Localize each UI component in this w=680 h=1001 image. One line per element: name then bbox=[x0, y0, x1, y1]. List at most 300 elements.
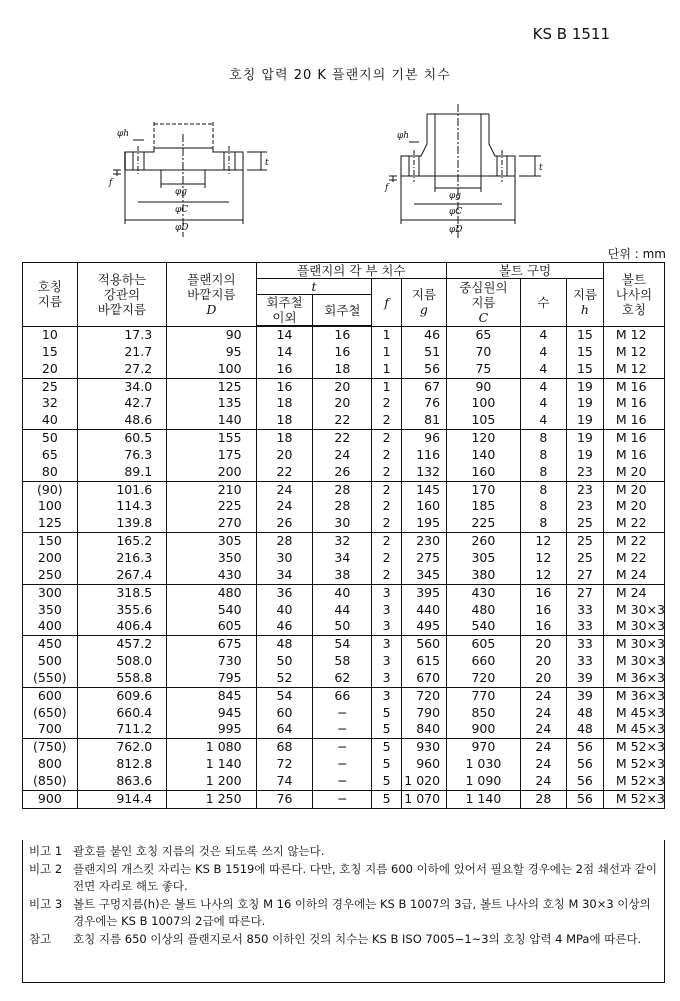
cell-g: 720 bbox=[401, 687, 446, 704]
cell-t-cast: 16 bbox=[313, 326, 372, 344]
cell-hole-dia: 25 bbox=[567, 533, 604, 550]
cell-pcd: 65 bbox=[447, 326, 521, 344]
cell-bolt-count: 24 bbox=[520, 721, 566, 738]
cell-hole-dia: 19 bbox=[567, 412, 604, 429]
cell-bolt-thread: M 30×3 bbox=[603, 636, 664, 653]
cell-f: 5 bbox=[372, 790, 401, 808]
cell-bolt-thread: M 12 bbox=[603, 344, 664, 361]
cell-bolt-thread: M 24 bbox=[603, 584, 664, 601]
table-row bbox=[23, 361, 665, 378]
cell-t-other: 46 bbox=[256, 618, 313, 635]
cell-bolt-count: 8 bbox=[520, 430, 566, 447]
table-row bbox=[23, 705, 665, 722]
cell-g: 670 bbox=[401, 670, 446, 687]
cell-f: 5 bbox=[372, 705, 401, 722]
cell-t-cast: 18 bbox=[313, 361, 372, 378]
cell-bolt-count: 24 bbox=[520, 756, 566, 773]
cell-bolt-thread: M 20 bbox=[603, 498, 664, 515]
cell-bolt-count: 28 bbox=[520, 790, 566, 808]
cell-bolt-count: 8 bbox=[520, 464, 566, 481]
cell-bolt-count: 4 bbox=[520, 344, 566, 361]
cell-g: 840 bbox=[401, 721, 446, 738]
cell-bolt-thread: M 16 bbox=[603, 447, 664, 464]
cell-pipe-od: 165.2 bbox=[77, 533, 166, 550]
cell-bolt-thread: M 24 bbox=[603, 567, 664, 584]
cell-t-other: 22 bbox=[256, 464, 313, 481]
cell-t-cast: 22 bbox=[313, 430, 372, 447]
cell-bolt-thread: M 36×3 bbox=[603, 687, 664, 704]
label-h: φh bbox=[117, 129, 130, 139]
cell-hole-dia: 33 bbox=[567, 636, 604, 653]
cell-nominal-size: 25 bbox=[23, 378, 78, 395]
cell-bolt-count: 8 bbox=[520, 515, 566, 532]
cell-bolt-thread: M 52×3 bbox=[603, 756, 664, 773]
cell-flange-od: 175 bbox=[167, 447, 256, 464]
cell-t-other: 34 bbox=[256, 567, 313, 584]
cell-f: 3 bbox=[372, 584, 401, 601]
cell-t-other: 16 bbox=[256, 378, 313, 395]
cell-f: 1 bbox=[372, 378, 401, 395]
cell-t-other: 28 bbox=[256, 533, 313, 550]
cell-t-other: 24 bbox=[256, 498, 313, 515]
table-row bbox=[23, 653, 665, 670]
cell-nominal-size: (750) bbox=[23, 739, 78, 756]
cell-bolt-thread: M 22 bbox=[603, 515, 664, 532]
cell-bolt-thread: M 30×3 bbox=[603, 653, 664, 670]
cell-hole-dia: 23 bbox=[567, 481, 604, 498]
cell-t-cast: 24 bbox=[313, 447, 372, 464]
cell-flange-od: 90 bbox=[167, 326, 256, 344]
cell-flange-od: 995 bbox=[167, 721, 256, 738]
cell-pipe-od: 914.4 bbox=[77, 790, 166, 808]
cell-pipe-od: 139.8 bbox=[77, 515, 166, 532]
cell-bolt-thread: M 45×3 bbox=[603, 705, 664, 722]
cell-nominal-size: 350 bbox=[23, 602, 78, 619]
cell-nominal-size: (850) bbox=[23, 773, 78, 790]
cell-t-cast: 66 bbox=[313, 687, 372, 704]
label-f: f bbox=[109, 178, 113, 188]
note-1: 비고 1 괄호를 붙인 호칭 지름의 것은 되도록 쓰지 않는다. bbox=[29, 844, 325, 858]
cell-nominal-size: 150 bbox=[23, 533, 78, 550]
cell-bolt-thread: M 16 bbox=[603, 430, 664, 447]
cell-flange-od: 795 bbox=[167, 670, 256, 687]
header-hole-dia: 지름 h bbox=[567, 279, 604, 327]
cell-t-cast: − bbox=[313, 739, 372, 756]
cell-g: 1 070 bbox=[401, 790, 446, 808]
cell-g: 81 bbox=[401, 412, 446, 429]
table-row bbox=[23, 515, 665, 532]
cell-nominal-size: 125 bbox=[23, 515, 78, 532]
table-row bbox=[23, 326, 665, 344]
cell-pcd: 305 bbox=[447, 550, 521, 567]
cell-hole-dia: 48 bbox=[567, 721, 604, 738]
cell-bolt-thread: M 20 bbox=[603, 481, 664, 498]
cell-f: 3 bbox=[372, 618, 401, 635]
cell-pipe-od: 76.3 bbox=[77, 447, 166, 464]
cell-t-other: 40 bbox=[256, 602, 313, 619]
cell-g: 230 bbox=[401, 533, 446, 550]
cell-t-other: 72 bbox=[256, 756, 313, 773]
notes-section bbox=[22, 840, 665, 983]
cell-hole-dia: 48 bbox=[567, 705, 604, 722]
cell-f: 5 bbox=[372, 739, 401, 756]
cell-f: 3 bbox=[372, 670, 401, 687]
cell-t-other: 18 bbox=[256, 395, 313, 412]
cell-pipe-od: 762.0 bbox=[77, 739, 166, 756]
cell-bolt-count: 8 bbox=[520, 498, 566, 515]
table-row bbox=[23, 636, 665, 653]
cell-pcd: 225 bbox=[447, 515, 521, 532]
label-t: t bbox=[265, 158, 269, 168]
cell-g: 96 bbox=[401, 430, 446, 447]
cell-g: 195 bbox=[401, 515, 446, 532]
cell-bolt-count: 20 bbox=[520, 636, 566, 653]
cell-t-cast: − bbox=[313, 773, 372, 790]
cell-nominal-size: 250 bbox=[23, 567, 78, 584]
cell-pipe-od: 42.7 bbox=[77, 395, 166, 412]
cell-bolt-count: 16 bbox=[520, 584, 566, 601]
cell-t-cast: 58 bbox=[313, 653, 372, 670]
cell-g: 160 bbox=[401, 498, 446, 515]
cell-g: 76 bbox=[401, 395, 446, 412]
table-row bbox=[23, 395, 665, 412]
cell-pipe-od: 34.0 bbox=[77, 378, 166, 395]
cell-g: 560 bbox=[401, 636, 446, 653]
note-3: 비고 3 볼트 구멍지름(h)은 볼트 나사의 호칭 M 16 이하의 경우에는 KS B 1007의 3급, 볼트 나사의 호칭 M 30×3 이상의 경우에는 KS B 1007의 2급에 따른다. bbox=[29, 897, 651, 928]
cell-f: 2 bbox=[372, 430, 401, 447]
cell-hole-dia: 15 bbox=[567, 344, 604, 361]
cell-t-other: 76 bbox=[256, 790, 313, 808]
cell-bolt-count: 20 bbox=[520, 653, 566, 670]
cell-g: 345 bbox=[401, 567, 446, 584]
cell-bolt-count: 24 bbox=[520, 739, 566, 756]
cell-g: 930 bbox=[401, 739, 446, 756]
cell-bolt-count: 4 bbox=[520, 395, 566, 412]
cell-flange-od: 350 bbox=[167, 550, 256, 567]
cell-f: 5 bbox=[372, 721, 401, 738]
label-g: φg bbox=[175, 187, 188, 197]
table-row bbox=[23, 533, 665, 550]
cell-nominal-size: 10 bbox=[23, 326, 78, 344]
cell-f: 2 bbox=[372, 412, 401, 429]
cell-bolt-thread: M 20 bbox=[603, 464, 664, 481]
cell-pcd: 260 bbox=[447, 533, 521, 550]
cell-t-other: 14 bbox=[256, 344, 313, 361]
cell-f: 3 bbox=[372, 636, 401, 653]
cell-pcd: 660 bbox=[447, 653, 521, 670]
cell-t-cast: 16 bbox=[313, 344, 372, 361]
flange-diagram-slip-on bbox=[95, 112, 280, 246]
cell-bolt-count: 8 bbox=[520, 481, 566, 498]
cell-pipe-od: 558.8 bbox=[77, 670, 166, 687]
cell-flange-od: 125 bbox=[167, 378, 256, 395]
cell-g: 495 bbox=[401, 618, 446, 635]
cell-f: 2 bbox=[372, 481, 401, 498]
cell-f: 2 bbox=[372, 567, 401, 584]
cell-g: 440 bbox=[401, 602, 446, 619]
header-t: t bbox=[256, 279, 372, 295]
cell-t-cast: 32 bbox=[313, 533, 372, 550]
header-nominal-size: 호칭 지름 bbox=[23, 263, 78, 327]
cell-t-other: 18 bbox=[256, 430, 313, 447]
cell-pcd: 900 bbox=[447, 721, 521, 738]
cell-nominal-size: 32 bbox=[23, 395, 78, 412]
cell-nominal-size: 65 bbox=[23, 447, 78, 464]
cell-t-cast: − bbox=[313, 790, 372, 808]
cell-flange-od: 675 bbox=[167, 636, 256, 653]
cell-f: 2 bbox=[372, 498, 401, 515]
cell-g: 67 bbox=[401, 378, 446, 395]
table-row bbox=[23, 790, 665, 808]
header-t-other: 회주철 이외 bbox=[256, 295, 313, 327]
page-title: 호칭 압력 20 K 플랜지의 기본 치수 bbox=[229, 68, 451, 83]
cell-bolt-count: 4 bbox=[520, 378, 566, 395]
cell-hole-dia: 33 bbox=[567, 602, 604, 619]
cell-pipe-od: 406.4 bbox=[77, 618, 166, 635]
cell-flange-od: 1 200 bbox=[167, 773, 256, 790]
cell-hole-dia: 19 bbox=[567, 395, 604, 412]
table-row bbox=[23, 687, 665, 704]
cell-flange-od: 1 140 bbox=[167, 756, 256, 773]
cell-nominal-size: 700 bbox=[23, 721, 78, 738]
cell-g: 395 bbox=[401, 584, 446, 601]
cell-bolt-thread: M 22 bbox=[603, 533, 664, 550]
cell-f: 2 bbox=[372, 533, 401, 550]
table-row bbox=[23, 481, 665, 498]
cell-t-cast: 44 bbox=[313, 602, 372, 619]
cell-pipe-od: 457.2 bbox=[77, 636, 166, 653]
cell-hole-dia: 25 bbox=[567, 515, 604, 532]
cell-pcd: 90 bbox=[447, 378, 521, 395]
cell-pcd: 1 090 bbox=[447, 773, 521, 790]
cell-pcd: 140 bbox=[447, 447, 521, 464]
cell-flange-od: 605 bbox=[167, 618, 256, 635]
cell-pcd: 185 bbox=[447, 498, 521, 515]
cell-t-other: 68 bbox=[256, 739, 313, 756]
cell-nominal-size: 80 bbox=[23, 464, 78, 481]
cell-f: 3 bbox=[372, 687, 401, 704]
cell-nominal-size: 40 bbox=[23, 412, 78, 429]
cell-g: 1 020 bbox=[401, 773, 446, 790]
cell-flange-od: 945 bbox=[167, 705, 256, 722]
cell-flange-od: 210 bbox=[167, 481, 256, 498]
cell-g: 56 bbox=[401, 361, 446, 378]
cell-nominal-size: 500 bbox=[23, 653, 78, 670]
cell-hole-dia: 39 bbox=[567, 670, 604, 687]
cell-pcd: 850 bbox=[447, 705, 521, 722]
cell-f: 3 bbox=[372, 653, 401, 670]
cell-t-other: 52 bbox=[256, 670, 313, 687]
cell-bolt-thread: M 22 bbox=[603, 550, 664, 567]
table-row bbox=[23, 670, 665, 687]
table-row bbox=[23, 498, 665, 515]
cell-t-cast: 38 bbox=[313, 567, 372, 584]
cell-bolt-thread: M 52×3 bbox=[603, 790, 664, 808]
cell-pipe-od: 609.6 bbox=[77, 687, 166, 704]
cell-nominal-size: 20 bbox=[23, 361, 78, 378]
cell-pipe-od: 355.6 bbox=[77, 602, 166, 619]
cell-pcd: 770 bbox=[447, 687, 521, 704]
cell-bolt-thread: M 52×3 bbox=[603, 739, 664, 756]
cell-nominal-size: 15 bbox=[23, 344, 78, 361]
cell-hole-dia: 33 bbox=[567, 618, 604, 635]
cell-pcd: 720 bbox=[447, 670, 521, 687]
table-row bbox=[23, 773, 665, 790]
cell-hole-dia: 39 bbox=[567, 687, 604, 704]
cell-f: 2 bbox=[372, 395, 401, 412]
cell-bolt-thread: M 16 bbox=[603, 378, 664, 395]
cell-g: 615 bbox=[401, 653, 446, 670]
cell-hole-dia: 23 bbox=[567, 498, 604, 515]
cell-t-cast: 40 bbox=[313, 584, 372, 601]
cell-bolt-thread: M 45×3 bbox=[603, 721, 664, 738]
unit-note: 단위 : mm bbox=[607, 247, 666, 261]
cell-f: 5 bbox=[372, 756, 401, 773]
cell-hole-dia: 19 bbox=[567, 430, 604, 447]
table-row bbox=[23, 412, 665, 429]
cell-flange-od: 305 bbox=[167, 533, 256, 550]
cell-nominal-size: (90) bbox=[23, 481, 78, 498]
cell-nominal-size: 100 bbox=[23, 498, 78, 515]
label-h-2: φh bbox=[397, 131, 410, 141]
cell-t-cast: 28 bbox=[313, 498, 372, 515]
cell-nominal-size: 900 bbox=[23, 790, 78, 808]
cell-pcd: 75 bbox=[447, 361, 521, 378]
table-row bbox=[23, 447, 665, 464]
cell-pcd: 1 030 bbox=[447, 756, 521, 773]
cell-t-other: 14 bbox=[256, 326, 313, 344]
cell-hole-dia: 56 bbox=[567, 739, 604, 756]
note-2: 비고 2 플랜지의 개스킷 자리는 KS B 1519에 따른다. 다만, 호칭 지름 600 이하에 있어서 필요할 경우에는 2점 쇄선과 같이 전면 자리로 해도 좋다. bbox=[29, 862, 657, 893]
table-row bbox=[23, 584, 665, 601]
cell-hole-dia: 15 bbox=[567, 326, 604, 344]
cell-flange-od: 270 bbox=[167, 515, 256, 532]
cell-flange-od: 730 bbox=[167, 653, 256, 670]
cell-t-other: 48 bbox=[256, 636, 313, 653]
header-f: f bbox=[372, 279, 401, 327]
cell-pcd: 70 bbox=[447, 344, 521, 361]
cell-f: 1 bbox=[372, 344, 401, 361]
table-row bbox=[23, 344, 665, 361]
cell-t-other: 74 bbox=[256, 773, 313, 790]
cell-flange-od: 140 bbox=[167, 412, 256, 429]
cell-hole-dia: 15 bbox=[567, 361, 604, 378]
cell-pipe-od: 17.3 bbox=[77, 326, 166, 344]
header-t-cast: 회주철 bbox=[313, 295, 372, 327]
table-row bbox=[23, 602, 665, 619]
label-g-2: φg bbox=[449, 191, 462, 201]
standard-code: KS B 1511 bbox=[532, 25, 610, 43]
cell-f: 2 bbox=[372, 550, 401, 567]
header-pipe-od: 적용하는 강관의 바깥지름 bbox=[77, 263, 166, 327]
cell-g: 275 bbox=[401, 550, 446, 567]
cell-pcd: 430 bbox=[447, 584, 521, 601]
cell-f: 1 bbox=[372, 361, 401, 378]
cell-t-cast: − bbox=[313, 756, 372, 773]
cell-t-other: 36 bbox=[256, 584, 313, 601]
cell-bolt-count: 4 bbox=[520, 361, 566, 378]
cell-t-other: 54 bbox=[256, 687, 313, 704]
header-bolt-hole: 볼트 구멍 bbox=[447, 263, 604, 279]
cell-g: 960 bbox=[401, 756, 446, 773]
header-pcd: 중심원의 지름 C bbox=[447, 279, 521, 327]
cell-pcd: 480 bbox=[447, 602, 521, 619]
header-count: 수 bbox=[520, 279, 566, 327]
cell-nominal-size: 600 bbox=[23, 687, 78, 704]
cell-bolt-thread: M 52×3 bbox=[603, 773, 664, 790]
cell-hole-dia: 25 bbox=[567, 550, 604, 567]
cell-nominal-size: 400 bbox=[23, 618, 78, 635]
cell-flange-od: 1 080 bbox=[167, 739, 256, 756]
cell-flange-od: 100 bbox=[167, 361, 256, 378]
cell-hole-dia: 56 bbox=[567, 773, 604, 790]
cell-pipe-od: 812.8 bbox=[77, 756, 166, 773]
cell-t-cast: 54 bbox=[313, 636, 372, 653]
cell-pipe-od: 21.7 bbox=[77, 344, 166, 361]
table-row bbox=[23, 567, 665, 584]
cell-bolt-count: 12 bbox=[520, 533, 566, 550]
cell-t-other: 18 bbox=[256, 412, 313, 429]
cell-bolt-thread: M 30×3 bbox=[603, 618, 664, 635]
flange-diagram-welding-neck bbox=[365, 100, 555, 246]
cell-pcd: 970 bbox=[447, 739, 521, 756]
cell-flange-od: 430 bbox=[167, 567, 256, 584]
cell-pipe-od: 60.5 bbox=[77, 430, 166, 447]
cell-t-other: 24 bbox=[256, 481, 313, 498]
cell-nominal-size: 50 bbox=[23, 430, 78, 447]
table-row bbox=[23, 721, 665, 738]
cell-pcd: 380 bbox=[447, 567, 521, 584]
label-d-2: φD bbox=[449, 225, 463, 235]
cell-nominal-size: (650) bbox=[23, 705, 78, 722]
cell-bolt-count: 4 bbox=[520, 326, 566, 344]
cell-t-other: 60 bbox=[256, 705, 313, 722]
header-flange-parts: 플랜지의 각 부 치수 bbox=[256, 263, 446, 279]
table-row bbox=[23, 550, 665, 567]
cell-hole-dia: 27 bbox=[567, 584, 604, 601]
cell-f: 2 bbox=[372, 515, 401, 532]
cell-hole-dia: 27 bbox=[567, 567, 604, 584]
cell-nominal-size: (550) bbox=[23, 670, 78, 687]
cell-f: 5 bbox=[372, 773, 401, 790]
cell-g: 145 bbox=[401, 481, 446, 498]
cell-bolt-thread: M 30×3 bbox=[603, 602, 664, 619]
note-reference: 참고 호칭 지름 650 이상의 플랜지로서 850 이하인 것의 치수는 KS B ISO 7005−1~3의 호칭 압력 4 MPa에 따른다. bbox=[29, 932, 642, 946]
cell-t-cast: 26 bbox=[313, 464, 372, 481]
cell-pipe-od: 660.4 bbox=[77, 705, 166, 722]
cell-t-cast: 20 bbox=[313, 395, 372, 412]
cell-t-cast: 22 bbox=[313, 412, 372, 429]
cell-t-other: 50 bbox=[256, 653, 313, 670]
header-flange-od: 플랜지의 바깥지름 D bbox=[167, 263, 256, 327]
cell-bolt-count: 20 bbox=[520, 670, 566, 687]
table-row bbox=[23, 430, 665, 447]
cell-bolt-count: 24 bbox=[520, 773, 566, 790]
label-d: φD bbox=[175, 223, 189, 233]
cell-bolt-thread: M 12 bbox=[603, 361, 664, 378]
cell-flange-od: 1 250 bbox=[167, 790, 256, 808]
header-bolt-thread: 볼트 나사의 호칭 bbox=[603, 263, 664, 327]
cell-t-other: 30 bbox=[256, 550, 313, 567]
cell-flange-od: 155 bbox=[167, 430, 256, 447]
table-row bbox=[23, 756, 665, 773]
cell-bolt-thread: M 16 bbox=[603, 395, 664, 412]
cell-t-cast: 20 bbox=[313, 378, 372, 395]
table-row bbox=[23, 618, 665, 635]
cell-pipe-od: 101.6 bbox=[77, 481, 166, 498]
cell-bolt-count: 16 bbox=[520, 602, 566, 619]
cell-t-other: 64 bbox=[256, 721, 313, 738]
